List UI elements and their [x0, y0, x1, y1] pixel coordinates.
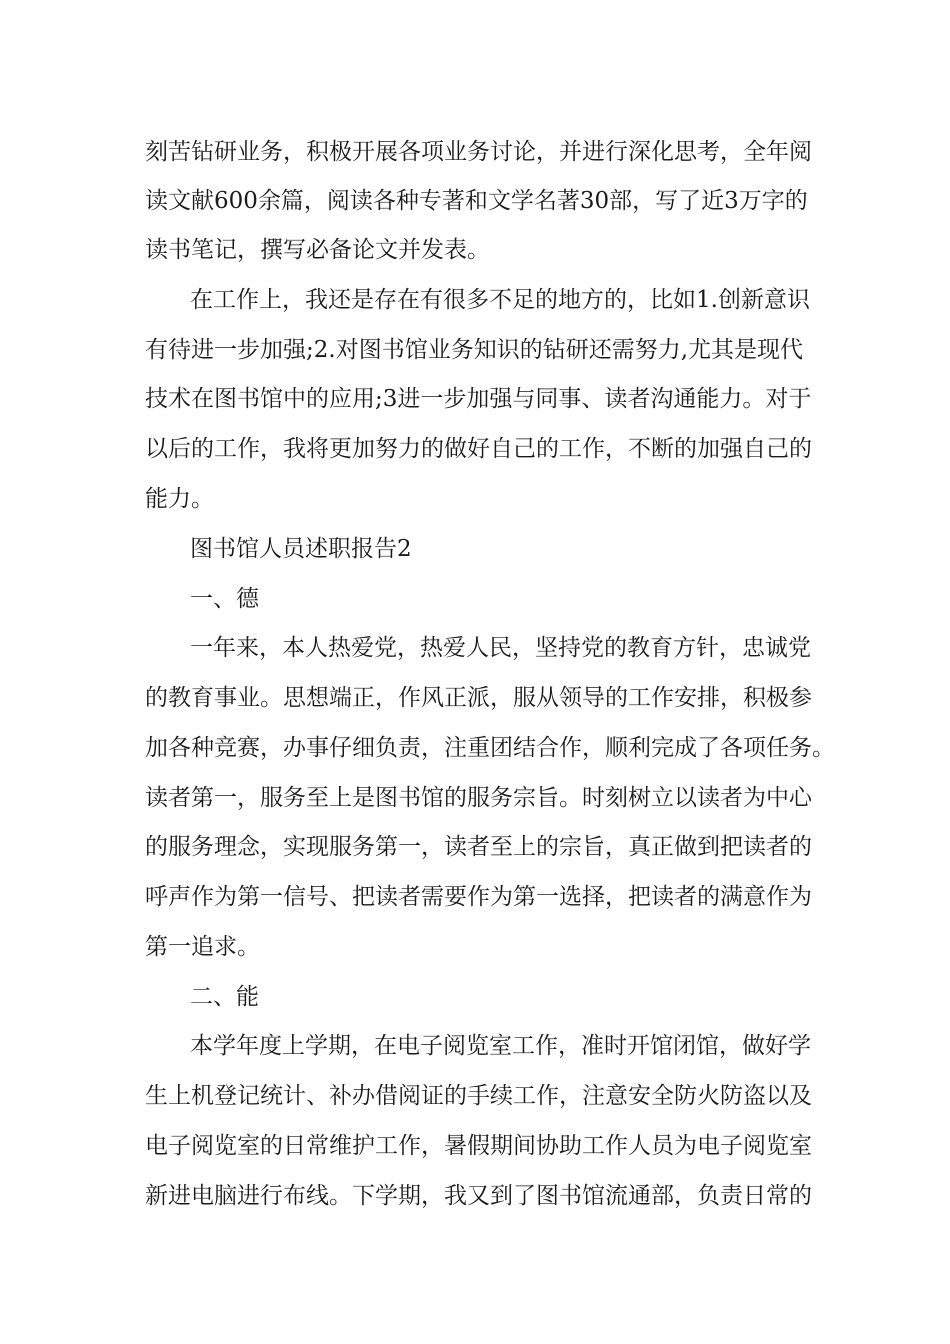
section-title: 图书馆人员述职报告2	[190, 536, 412, 562]
text-line: 呼声作为第一信号、把读者需要作为第一选择，把读者的满意作为	[145, 884, 812, 910]
text-line: 读文献600余篇，阅读各种专著和文学名著30部，写了近3万字的	[145, 188, 808, 214]
text-line: 电子阅览室的日常维护工作，暑假期间协助工作人员为电子阅览室	[145, 1133, 812, 1159]
text-line: 以后的工作，我将更加努力的做好自己的工作，不断的加强自己的	[145, 436, 812, 462]
text-line: 加各种竞赛，办事仔细负责，注重团结合作，顺利完成了各项任务。	[145, 735, 835, 761]
text-line: 读者第一，服务至上是图书馆的服务宗旨。时刻树立以读者为中心	[145, 785, 812, 811]
text-line: 的服务理念，实现服务第一，读者至上的宗旨，真正做到把读者的	[145, 834, 812, 860]
section-heading: 二、能	[190, 984, 259, 1010]
text-line: 本学年度上学期，在电子阅览室工作，准时开馆闭馆，做好学	[190, 1033, 811, 1059]
text-line: 技术在图书馆中的应用;3进一步加强与同事、读者沟通能力。对于	[145, 386, 812, 412]
text-line: 在工作上，我还是存在有很多不足的地方的，比如1.创新意识	[190, 287, 810, 313]
text-line: 读书笔记，撰写必备论文并发表。	[145, 237, 490, 263]
text-line: 能力。	[145, 486, 214, 512]
text-line: 有待进一步加强;2.对图书馆业务知识的钻研还需努力,尤其是现代	[145, 337, 804, 363]
text-line: 一年来，本人热爱党，热爱人民，坚持党的教育方针，忠诚党	[190, 635, 811, 661]
text-line: 的教育事业。思想端正，作风正派，服从领导的工作安排，积极参	[145, 685, 812, 711]
text-line: 第一追求。	[145, 934, 260, 960]
section-heading: 一、德	[190, 586, 259, 612]
text-line: 刻苦钻研业务，积极开展各项业务讨论，并进行深化思考，全年阅	[145, 139, 812, 165]
text-line: 新进电脑进行布线。下学期，我又到了图书馆流通部，负责日常的	[145, 1183, 812, 1209]
text-line: 生上机登记统计、补办借阅证的手续工作，注意安全防火防盗以及	[145, 1083, 812, 1109]
